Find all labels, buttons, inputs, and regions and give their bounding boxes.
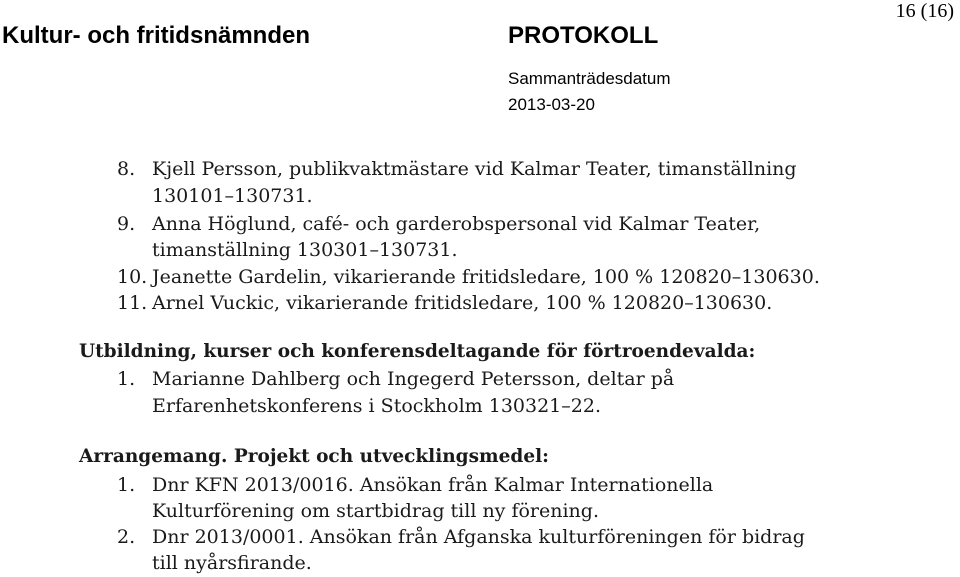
committee-title: Kultur- och fritidsnämnden [2,22,310,49]
list-item-number: 11. [117,292,148,314]
list-item-text: Arnel Vuckic, vikarierande fritidsledare, 100 % 120820–130630. [152,292,773,314]
list-item-text: Anna Höglund, café- och garderobspersonal vid Kalmar Teater, [152,213,761,235]
list-item-number: 8. [117,158,136,180]
page-number: 16 (16) [895,0,954,22]
list-item-text: Dnr 2013/0001. Ansökan från Afganska kulturföreningen för bidrag [152,526,805,548]
list-item-text: Kjell Persson, publikvaktmästare vid Kalmar Teater, timanställning [152,158,797,180]
list-item-text: Kulturförening om startbidrag till ny förening. [152,500,600,522]
meeting-date: 2013-03-20 [508,95,595,114]
section-heading: Arrangemang. Projekt och utvecklingsmedel: [79,446,549,467]
list-item-text: till nyårsfirande. [152,552,312,574]
list-item-text: Jeanette Gardelin, vikarierande fritidsledare, 100 % 120820–130630. [152,266,820,288]
list-item-text: Erfarenhetskonferens i Stockholm 130321–22. [152,395,601,417]
document-type: PROTOKOLL [508,22,659,49]
list-item-text: 130101–130731. [152,185,313,207]
list-item-number: 9. [117,213,136,235]
list-item-number: 10. [117,266,148,288]
list-item-text: Marianne Dahlberg och Ingegerd Petersson, deltar på [152,368,675,390]
list-item-number: 1. [117,368,136,390]
list-item-text: timanställning 130301–130731. [152,239,458,261]
meeting-date-label: Sammanträdesdatum [508,69,671,88]
section-heading: Utbildning, kurser och konferensdeltagande för förtroendevalda: [79,341,756,362]
list-item-text: Dnr KFN 2013/0016. Ansökan från Kalmar Internationella [152,474,714,496]
list-item-number: 2. [117,526,136,548]
list-item-number: 1. [117,474,136,496]
